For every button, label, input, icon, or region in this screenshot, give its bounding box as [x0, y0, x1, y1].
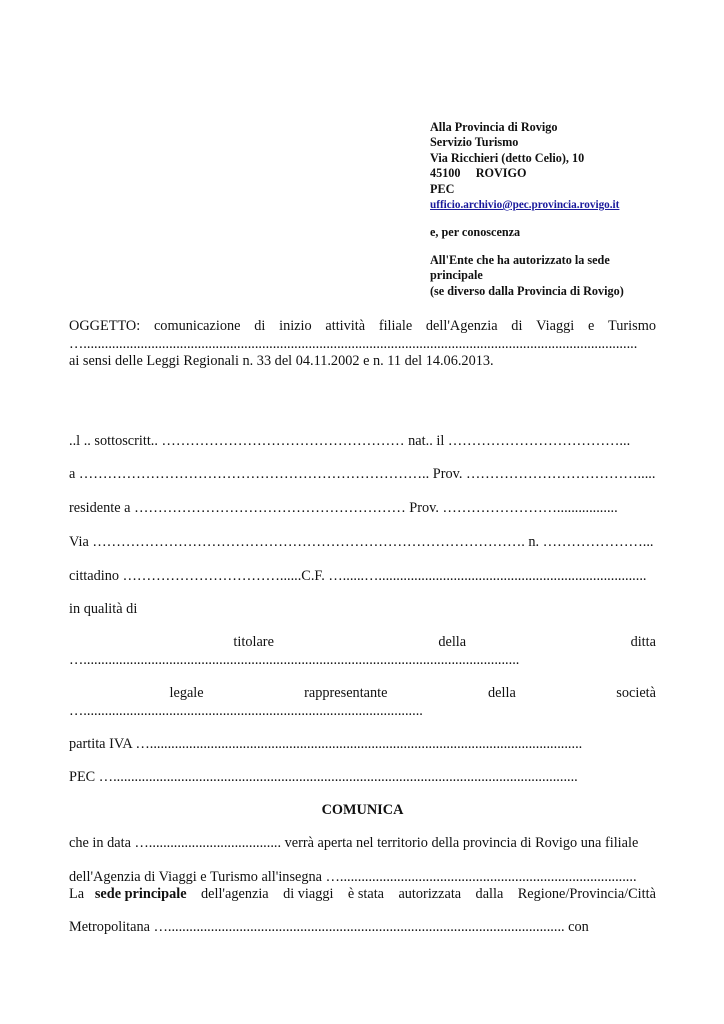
form-body [69, 0, 656, 1024]
subject-word: Turismo [608, 318, 656, 334]
option-word: società [616, 685, 656, 701]
subject-word: di [511, 318, 523, 334]
legale-option [69, 685, 656, 702]
sede-word: di viaggi [283, 886, 334, 902]
sede-prefix-group [69, 886, 187, 903]
subject-word: filiale [378, 318, 413, 334]
subject-word: dell'Agenzia [425, 318, 498, 334]
legale-dots[interactable]: …............................................................................................... [69, 703, 423, 719]
street-field[interactable]: Via ………………………………………………………………………………. n. …………………... [69, 534, 654, 550]
comunica-heading: COMUNICA [321, 802, 404, 818]
subject-word: OGGETTO: [69, 318, 141, 334]
subject-dots[interactable]: …........................................................................................................................................................... [69, 336, 638, 352]
cc-line: e, per conoscenza [430, 225, 521, 240]
sede-word: dalla [475, 886, 504, 902]
subject-word: attività [325, 318, 366, 334]
sede-principale-bold: sede principale [94, 886, 187, 902]
option-word: legale [169, 685, 204, 701]
metropolitana-field[interactable]: Metropolitana …............................................................................................................... con [69, 919, 589, 935]
ente-line: principale [430, 268, 483, 283]
sede-line [69, 886, 656, 903]
subject-word: Viaggi [536, 318, 575, 334]
option-word: della [438, 634, 467, 650]
option-word: rappresentante [304, 685, 388, 701]
subject-word: inizio [279, 318, 312, 334]
sede-word: dell'agenzia [200, 886, 269, 902]
option-word: della [488, 685, 516, 701]
sede-word: è stata [347, 886, 385, 902]
birthplace-field[interactable]: a ……………………………………………………………….. Prov. ………………………………..... [69, 466, 656, 482]
subject-word: di [254, 318, 266, 334]
subject-word: e [587, 318, 595, 334]
qualita-label: in qualità di [69, 601, 138, 617]
date-field[interactable]: che in data …..................................... verrà aperta nel territorio della provincia di Rovigo una filiale [69, 835, 639, 851]
insegna-field[interactable]: dell'Agenzia di Viaggi e Turismo all'insegna …................................................................................... [69, 869, 637, 885]
recipient-line: Alla Provincia di Rovigo [430, 120, 558, 134]
sede-prefix: La [69, 886, 85, 902]
recipient-line: Via Ricchieri (detto Celio), 10 [430, 150, 585, 165]
pec-label: PEC [430, 181, 455, 196]
ente-line: All'Ente che ha autorizzato la sede [430, 252, 610, 267]
titolare-option [69, 634, 656, 651]
option-word: titolare [233, 634, 274, 650]
sottoscritto-field[interactable]: ..l .. sottoscritt.. …………………………………………… nat.. il ………………………………... [69, 433, 631, 449]
ente-line: (se diverso dalla Provincia di Rovigo) [430, 283, 624, 298]
recipient-line: Servizio Turismo [430, 135, 519, 150]
sede-word: Regione/Provincia/Città [517, 886, 656, 902]
citizenship-field[interactable]: cittadino ……………………………......C.F. …......…........................................................................... [69, 568, 647, 584]
pec-email-link[interactable]: ufficio.archivio@pec.provincia.rovigo.it [430, 199, 620, 212]
partita-iva-field[interactable]: partita IVA …......................................................................................................................... [69, 736, 583, 752]
recipient-line: 45100 ROVIGO [430, 166, 527, 181]
subject-word: comunicazione [153, 318, 241, 334]
subject-line [69, 318, 656, 335]
titolare-dots[interactable]: ….......................................................................................................................... [69, 652, 520, 668]
residence-field[interactable]: residente a ………………………………………………… Prov. ……………………................. [69, 500, 618, 516]
sede-word: autorizzata [398, 886, 462, 902]
pec-field[interactable]: PEC ….................................................................................................................................. [69, 769, 578, 785]
option-word: ditta [630, 634, 656, 650]
subject-law-line: ai sensi delle Leggi Regionali n. 33 del 04.11.2002 e n. 11 del 14.06.2013. [69, 353, 494, 369]
